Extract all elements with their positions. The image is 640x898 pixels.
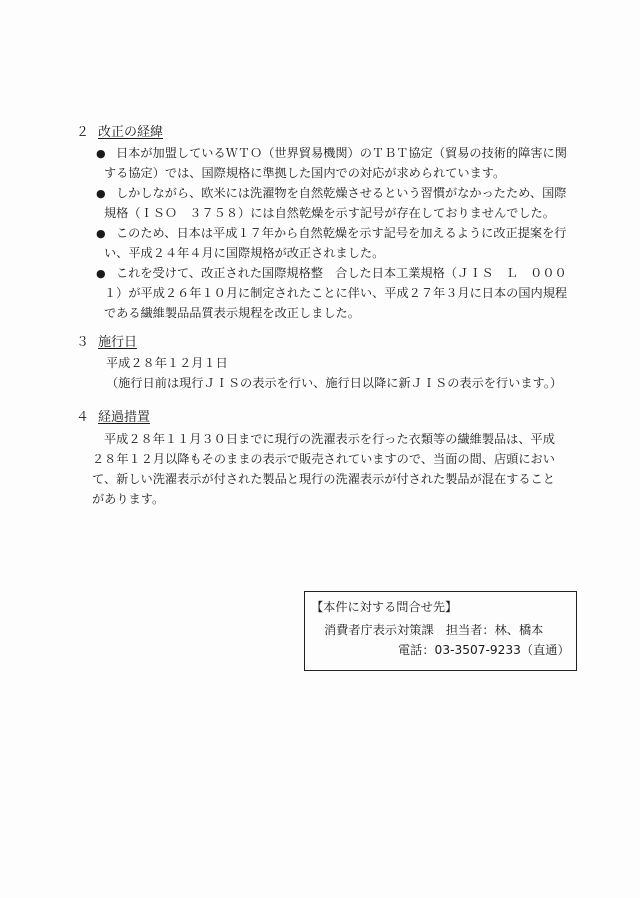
bullet-icon: ● [96,227,106,240]
section-title: 改正の経緯 [98,125,164,140]
contact-department: 消費者庁表示対策課 担当者：林、橋本 [324,623,544,637]
section-number: ４ [76,410,90,425]
bullet-3-line-1: このため、日本は平成１７年から自然乾燥を示す記号を加えるように改正提案を行 [116,226,567,240]
transition-line-1: 平成２８年１１月３０日までに現行の洗濯表示を行った衣類等の繊維製品は、平成 [104,432,555,446]
bullet-icon: ● [96,147,106,160]
effective-date-note: （施行日前は現行ＪＩＳの表示を行い、施行日以降に新ＪＩＳの表示を行います。） [106,376,563,390]
contact-phone: 電話：03-3507-9233（直通） [398,643,570,657]
bullet-icon: ● [96,187,106,200]
bullet-3-line-2: い、平成２４年４月に国際規格が改正されました。 [104,246,385,260]
bullet-4-line-3: である繊維製品品質表示規程を改正しました。 [104,306,360,320]
bullet-1-line-1: 日本が加盟しているＷＴＯ（世界貿易機関）のＴＢＴ協定（貿易の技術的障害に関 [116,146,567,160]
section-3-heading [76,334,137,352]
section-2-heading [76,124,163,142]
section-4-heading [76,409,150,427]
section-title: 経過措置 [98,410,151,425]
bullet-4-line-2: １）が平成２６年１０月に制定されたことに伴い、平成２７年３月に日本の国内規程 [104,286,568,300]
section-number: ３ [76,335,90,350]
section-title: 施行日 [98,335,138,350]
transition-line-4: があります。 [92,492,165,506]
bullet-2-line-1: しかしながら、欧米には洗濯物を自然乾燥させるという習慣がなかったため、国際 [116,186,567,200]
effective-date: 平成２８年１２月１日 [106,356,228,370]
bullet-4-line-1: これを受けて、改正された国際規格整 合した日本工業規格（ＪＩＳ Ｌ ０００ [116,266,567,280]
transition-line-2: ２８年１２月以降もそのままの表示で販売されていますので、当面の間、店頭におい [92,452,555,466]
bullet-2-line-2: 規格（ＩＳＯ ３７５８）には自然乾燥を示す記号が存在しておりませんでした。 [104,206,555,220]
contact-heading: 【本件に対する問合せ先】 [311,600,458,614]
bullet-1-line-2: する協定）では、国際規格に準拠した国内での対応が求められています。 [104,166,506,180]
transition-line-3: て、新しい洗濯表示が付された製品と現行の洗濯表示が付された製品が混在すること [92,472,555,486]
section-number: ２ [76,125,90,140]
bullet-icon: ● [96,267,106,280]
